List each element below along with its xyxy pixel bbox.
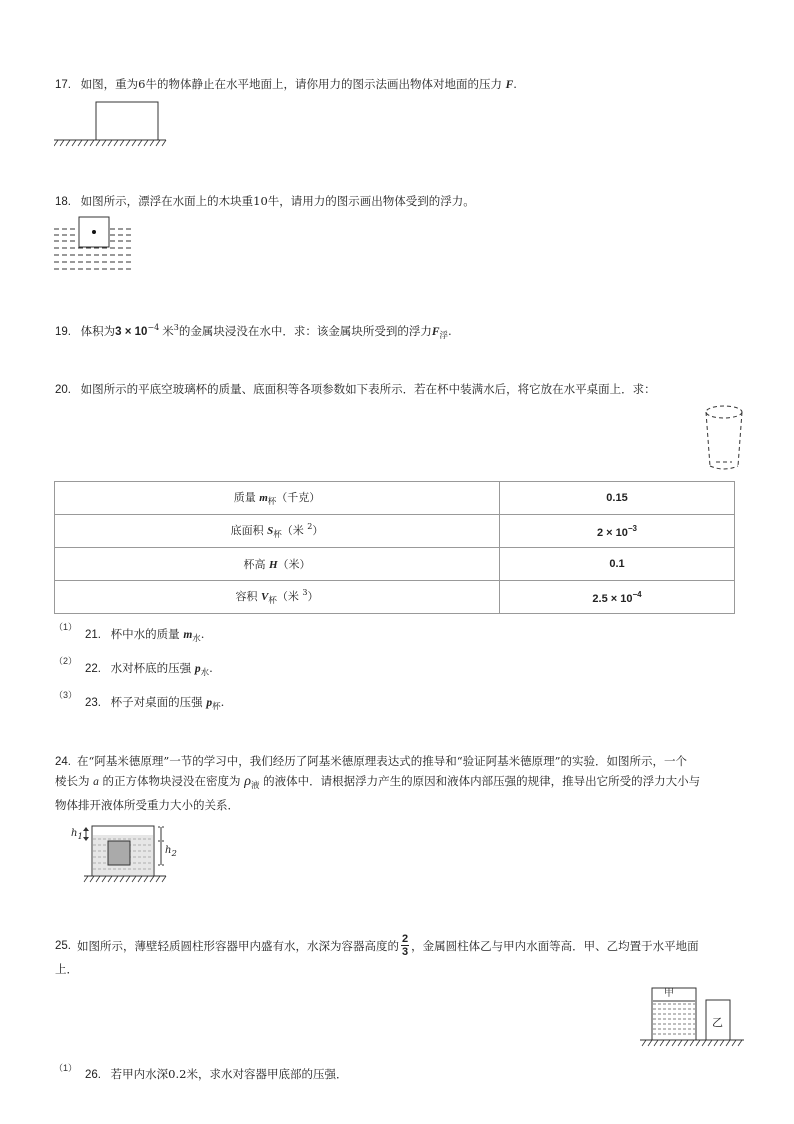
table-label-cell: 杯高 H（米） <box>55 548 500 581</box>
table-label-cell: 容积 $V_杯$（米 $^3$） <box>55 581 500 614</box>
question-17 <box>55 76 517 93</box>
table-label-cell: 质量 $m_杯$（千克） <box>55 482 500 515</box>
question-text: 如图，重为6牛的物体静止在水平地面上，请你用力的图示法画出物体对地面的压力 <box>80 77 502 91</box>
question-text: 杯子对桌面的压强 <box>110 695 207 709</box>
pressure-symbol: p <box>206 697 213 709</box>
question-text-line2: 棱长为 <box>55 774 94 788</box>
figure-floating-block <box>54 215 136 277</box>
question-text: 若甲内水深0.2米，求水对容器甲底部的压强． <box>110 1067 348 1081</box>
question-text-line2c: 的液体中．请根据浮力产生的原因和液体内部压强的规律，推导出它所受的浮力大小与 <box>259 774 701 788</box>
table-value-cell: $2 \times 10^{-3}$ <box>500 515 735 548</box>
unit-exponent: 3 <box>173 323 179 332</box>
question-text: 杯中水的质量 <box>110 627 184 641</box>
question-number: 25. <box>55 939 71 952</box>
label-yi: 乙 <box>712 1016 723 1029</box>
sub-index: （3） <box>54 690 78 700</box>
label-h1: $h_1$ <box>71 828 83 842</box>
period: . <box>200 627 205 641</box>
sub-index: （2） <box>54 656 78 666</box>
table-value-cell: 0.1 <box>500 548 735 581</box>
question-number: 19. <box>55 326 71 338</box>
question-number: 17. <box>55 79 71 91</box>
volume-expression: 3 × 10 <box>115 326 148 338</box>
question-26 <box>85 1066 347 1083</box>
question-text: 水对杯底的压强 <box>110 661 195 675</box>
question-text: 体积为 <box>80 324 116 338</box>
subscript: 杯 <box>212 702 221 712</box>
question-19 <box>55 320 452 344</box>
fraction-two-thirds: 2 3 <box>402 933 409 958</box>
question-text: 如图所示，漂浮在水面上的木块重10牛，请用力的图示画出物体受到的浮力。 <box>80 194 475 208</box>
table-row <box>55 482 735 515</box>
question-text-end: 的金属块浸没在水中．求：该金属块所受到的浮力 <box>178 324 432 338</box>
question-18 <box>55 193 475 210</box>
period: . <box>448 324 452 338</box>
question-23 <box>85 694 224 715</box>
question-25 <box>55 933 745 980</box>
table-row <box>55 515 735 548</box>
force-subscript: 浮 <box>439 331 449 341</box>
question-text-line1: 在“阿基米德原理”一节的学习中，我们经历了阿基米德原理表达式的推导和“验证阿基米德原理”的实验．如图所示，一个 <box>77 754 688 768</box>
question-number: 18. <box>55 196 71 208</box>
figure-glass-cup <box>702 402 746 474</box>
period: . <box>220 695 225 709</box>
question-24 <box>55 752 745 815</box>
question-text-line1: 如图所示，薄壁轻质圆柱形容器甲内盛有水，水深为容器高度的 <box>77 938 399 953</box>
edge-symbol: a <box>93 776 99 788</box>
unit: 米 <box>162 324 174 338</box>
question-number: 21. <box>85 629 101 641</box>
question-text-line2b: 的正方体物块浸没在密度为 <box>98 774 245 788</box>
question-text-line2: 上． <box>55 962 78 976</box>
question-text: 如图所示的平底空玻璃杯的质量、底面积等各项参数如下表所示．若在杯中装满水后，将它放在水平桌面上．求： <box>80 382 656 396</box>
exponent: −4 <box>147 323 160 332</box>
subscript: 水 <box>192 634 201 644</box>
sub-index: （1） <box>54 622 78 632</box>
figure-container-and-cylinder <box>640 982 748 1048</box>
table-value-cell: 0.15 <box>500 482 735 515</box>
figure-block-on-ground <box>54 100 169 150</box>
pressure-symbol: p <box>194 663 201 675</box>
table-row <box>55 548 735 581</box>
question-text-line1b: ，金属圆柱体乙与甲内水面等高．甲、乙均置于水平地面 <box>411 938 699 953</box>
density-subscript: 液 <box>250 781 260 791</box>
label-jia: 甲 <box>664 988 674 999</box>
table-value-cell: $2.5 \times 10^{-4}$ <box>500 581 735 614</box>
table-label-cell: 底面积 $S_杯$（米 $^2$） <box>55 515 500 548</box>
question-number: 20. <box>55 384 71 396</box>
question-number: 22. <box>85 663 101 675</box>
table-row <box>55 581 735 614</box>
question-20 <box>55 381 656 398</box>
period: . <box>209 661 213 675</box>
question-22 <box>85 660 213 681</box>
label-h2: $h_2$ <box>165 845 177 859</box>
mass-symbol: m <box>183 629 193 641</box>
density-symbol: ρ <box>244 774 251 789</box>
question-number: 24. <box>55 756 71 768</box>
question-text-line3: 物体排开液体所受重力大小的关系． <box>55 798 239 812</box>
period: . <box>513 77 517 91</box>
subscript: 水 <box>200 668 210 678</box>
sub-index: （1） <box>54 1063 78 1073</box>
question-21 <box>85 626 204 647</box>
force-symbol: F <box>505 79 514 91</box>
cup-parameter-table <box>54 481 735 614</box>
question-number: 26. <box>85 1069 101 1081</box>
force-symbol: F <box>431 326 440 338</box>
question-number: 23. <box>85 697 101 709</box>
